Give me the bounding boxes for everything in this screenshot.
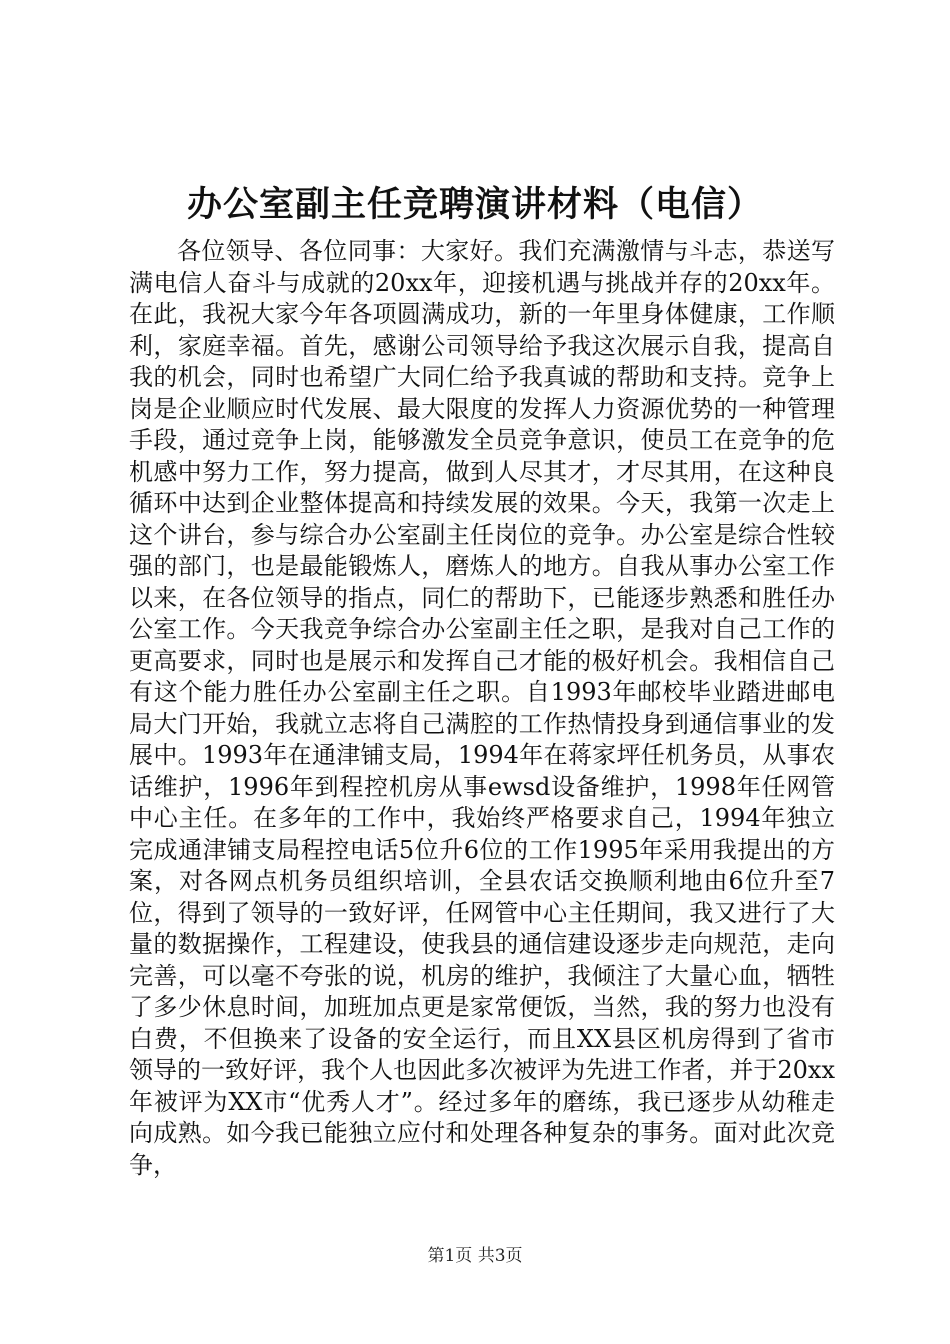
document-title: 办公室副主任竞聘演讲材料（电信） (186, 184, 763, 225)
document-body: 各位领导、各位同事：大家好。我们充满激情与斗志，恭送写满电信人奋斗与成就的20xx年，迎接机遇与挑战并存的20xx年。在此，我祝大家今年各项圆满成功，新的一年里身体健康，工作顺利，家庭幸福。首先，感谢公司领导给予我这次展示自我，提高自我的机会，同时也希望广大同仁给予我真诚的帮助和支持。竞争上岗是企业顺应时代发展、最大限度的发挥人力资源优势的一种管理手段，通过竞争上岗，能够激发全员竞争意识，使员工在竞争的危机感中努力工作，努力提高，做到人尽其才，才尽其用，在这种良循环中达到企业整体提高和持续发展的效果。今天，我第一次走上这个讲台，参与综合办公室副主任岗位的竞争。办公室是综合性较强的部门，也是最能锻炼人，磨炼人的地方。自我从事办公室工作以来，在各位领导的指点，同仁的帮助下，已能逐步熟悉和胜任办公室工作。今天我竞争综合办公室副主任之职，是我对自己工作的更高要求，同时也是展示和发挥自己才能的极好机会。我相信自己有这个能力胜任办公室副主任之职。自1993年邮校毕业踏进邮电局大门开始，我就立志将自己满腔的工作热情投身到通信事业的发展中。1993年在通津铺支局，1994年在蒋家坪任机务员，从事农话维护，1996年到程控机房从事ewsd设备维护，1998年任网管中心主任。在多年的工作中，我始终严格要求自己，1994年独立完成通津铺支局程控电话5位升6位的工作1995年采用我提出的方案，对各网点机务员组织培训，全县农话交换顺利地由6位升至7位，得到了领导的一致好评，任网管中心主任期间，我又进行了大量的数据操作，工程建设，使我县的通信建设逐步走向规范，走向完善，可以毫不夸张的说，机房的维护，我倾注了大量心血，牺牲了多少休息时间，加班加点更是家常便饭，当然，我的努力也没有白费，不但换来了设备的安全运行，而且XX县区机房得到了省市领导的一致好评，我个人也因此多次被评为先进工作者，并于20xx年被评为XX市“优秀人才”。经过多年的磨练，我已逐步从幼稚走向成熟。如今我已能独立应付和处理各种复杂的事务。面对此次竞争， (129, 237, 835, 1179)
page-footer: 第1页 共3页 (427, 1246, 523, 1266)
